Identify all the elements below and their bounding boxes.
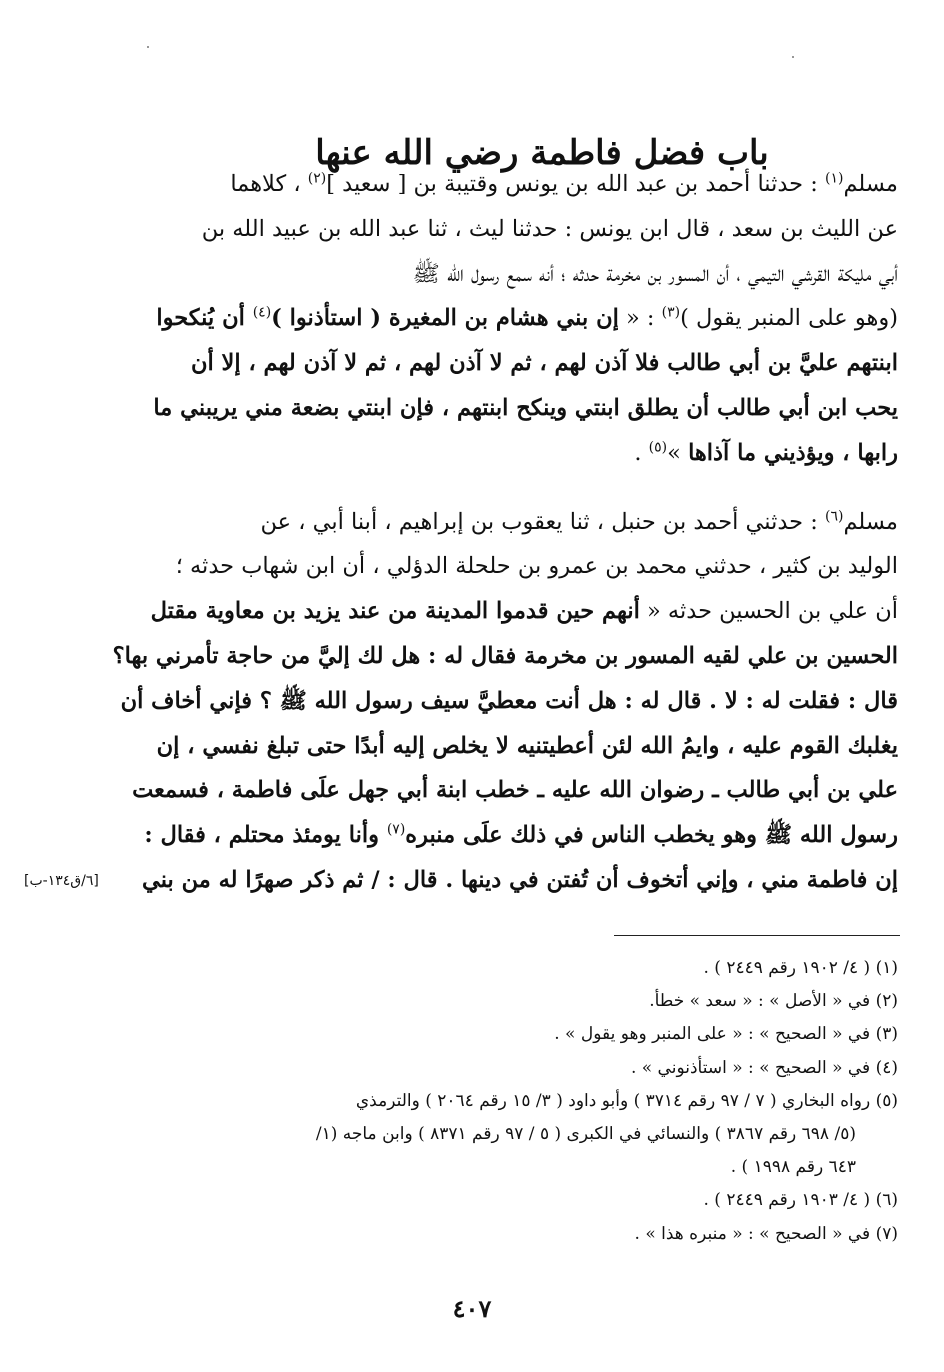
paragraph bbox=[153, 162, 898, 476]
footnote-marker: (٣) bbox=[661, 304, 681, 321]
text-line bbox=[172, 162, 898, 207]
text-segment: : حدثنا أحمد بن عبد الله بن يونس وقتيبة بن [ سعيد ] bbox=[326, 171, 825, 197]
footnote: (٥) رواه البخاري ( ٧ / ٩٧ رقم ٣٧١٤ ) وأبو داود ( ٣/ ١٥ رقم ٢٠٦٤ ) والترمذي bbox=[355, 1090, 898, 1111]
footnote: (٤) في « الصحيح » : « استأذنوني » . bbox=[630, 1057, 898, 1078]
text-segment: علي بن أبي طالب ـ رضوان الله عليه ـ خطب ابنة أبي جهل علَى فاطمة ، فسمعت bbox=[132, 777, 898, 804]
paragraph bbox=[112, 500, 898, 903]
text-line bbox=[172, 544, 898, 589]
text-line bbox=[172, 431, 898, 476]
text-segment: عن الليث بن سعد ، قال ابن يونس : حدثنا ليث ، ثنا عبد الله بن عبيد الله بن bbox=[201, 215, 898, 242]
scan-speck bbox=[147, 46, 149, 48]
text-segment: : « bbox=[618, 305, 662, 332]
text-line bbox=[132, 768, 898, 813]
text-segment: ابنتهم عليَّ بن أبي طالب فلا آذن لهم ، ثم لا آذن لهم ، ثم لا آذن لهم ، إلا أن bbox=[190, 350, 898, 377]
footnote-marker: (٦) bbox=[824, 508, 844, 525]
chapter-title: باب فضل فاطمة رضي الله عنها bbox=[315, 132, 769, 173]
text-line bbox=[153, 386, 898, 431]
footnote: (٦) ( ٤/ ١٩٠٣ رقم ٢٤٤٩ ) . bbox=[703, 1190, 898, 1211]
footnote: ٦٤٣ رقم ١٩٩٨ ) . bbox=[730, 1157, 856, 1178]
footnote: (٢) في « الأصل » : « سعد » خطأ. bbox=[649, 991, 898, 1012]
text-line bbox=[172, 252, 898, 297]
manuscript-folio-reference: [٦/ق١٣٤-ب] bbox=[24, 873, 99, 889]
footnote: (١) ( ٤/ ١٩٠٢ رقم ٢٤٤٩ ) . bbox=[703, 958, 898, 978]
text-segment: ، كلاهما bbox=[230, 171, 308, 197]
page-number: ٤٠٧ bbox=[452, 1294, 492, 1323]
text-segment: وأنا يومئذ محتلم ، فقال : bbox=[144, 822, 387, 849]
text-segment: الحسين بن علي لقيه المسور بن مخرمة فقال له : هل لك إليَّ من حاجة تأمرني بها؟ bbox=[112, 642, 898, 669]
footnote: (٧) في « الصحيح » : « منبره هذا » . bbox=[634, 1223, 898, 1244]
text-segment: أن علي بن الحسين حدثه « bbox=[639, 598, 898, 625]
text-segment: : حدثني أحمد بن حنبل ، ثنا يعقوب بن إبراهيم ، أبنا أبي ، عن bbox=[260, 508, 825, 535]
text-segment: أن يُنكحوا bbox=[156, 305, 253, 332]
text-segment: (وهو على المنبر يقول ) bbox=[680, 305, 898, 332]
text-line bbox=[156, 296, 898, 341]
text-line bbox=[112, 634, 898, 679]
main-text bbox=[112, 162, 898, 903]
text-line bbox=[156, 724, 898, 769]
text-segment: » bbox=[667, 439, 689, 466]
footnote-separator bbox=[614, 935, 900, 936]
text-segment: مسلم bbox=[843, 171, 898, 197]
footnote: (٥/ ٦٩٨ رقم ٣٨٦٧ ) والنسائي في الكبرى ( ٥ / ٩٧ رقم ٨٣٧١ ) وابن ماجه (١/ bbox=[315, 1124, 856, 1145]
text-line bbox=[144, 813, 898, 858]
text-line bbox=[172, 500, 898, 545]
text-line bbox=[172, 207, 898, 252]
footnotes bbox=[172, 952, 898, 1251]
text-segment: يغلبك القوم عليه ، وايمُ الله لئن أعطيتنيه لا يخلص إليه أبدًا حتى تبلغ نفسي ، إن bbox=[156, 732, 898, 759]
text-segment: مسلم bbox=[843, 508, 898, 535]
text-segment: إن فاطمة مني ، وإني أتخوف أن تُفتن في دينها . قال : / ثم ذكر صهرًا له من بني bbox=[141, 866, 898, 893]
text-line bbox=[150, 589, 898, 634]
footnote-marker: (٤) bbox=[252, 304, 272, 321]
scan-speck bbox=[792, 56, 794, 58]
footnote-marker: (٥) bbox=[648, 439, 668, 456]
text-segment: رابها ، ويؤذيني ما آذاها bbox=[688, 439, 898, 466]
text-segment: رسول الله ﷺ وهو يخطب الناس في ذلك علَى منبره bbox=[405, 822, 898, 849]
footnote-marker: (٧) bbox=[386, 821, 406, 838]
text-segment: إن بني هشام بن المغيرة ( استأذنوا ) bbox=[271, 305, 619, 332]
text-segment: أبي مليكة القرشي التيمي ، أن المسور بن مخرمة حدثه ؛ أنه سمع رسول الله ﷺ bbox=[412, 260, 898, 287]
text-line bbox=[172, 341, 898, 386]
text-line bbox=[120, 679, 898, 724]
text-segment: الوليد بن كثير ، حدثني محمد بن عمرو بن حلحلة الدؤلي ، أن ابن شهاب حدثه ؛ bbox=[175, 553, 898, 580]
text-segment: قال : فقلت له : لا . قال له : هل أنت معطيَّ سيف رسول الله ﷺ ؟ فإني أخاف أن bbox=[120, 687, 898, 714]
footnote-marker: (١) bbox=[824, 170, 844, 187]
text-segment: أنهم حين قدموا المدينة من عند يزيد بن معاوية مقتل bbox=[150, 598, 640, 625]
footnote-marker: (٢) bbox=[307, 170, 327, 187]
text-line bbox=[141, 858, 898, 903]
text-segment: . bbox=[634, 439, 649, 466]
footnote: (٣) في « الصحيح » : « على المنبر وهو يقول » . bbox=[554, 1024, 898, 1045]
text-segment: يحب ابن أبي طالب أن يطلق ابنتي وينكح ابنتهم ، فإن ابنتي بضعة مني يريبني ما bbox=[153, 394, 898, 421]
